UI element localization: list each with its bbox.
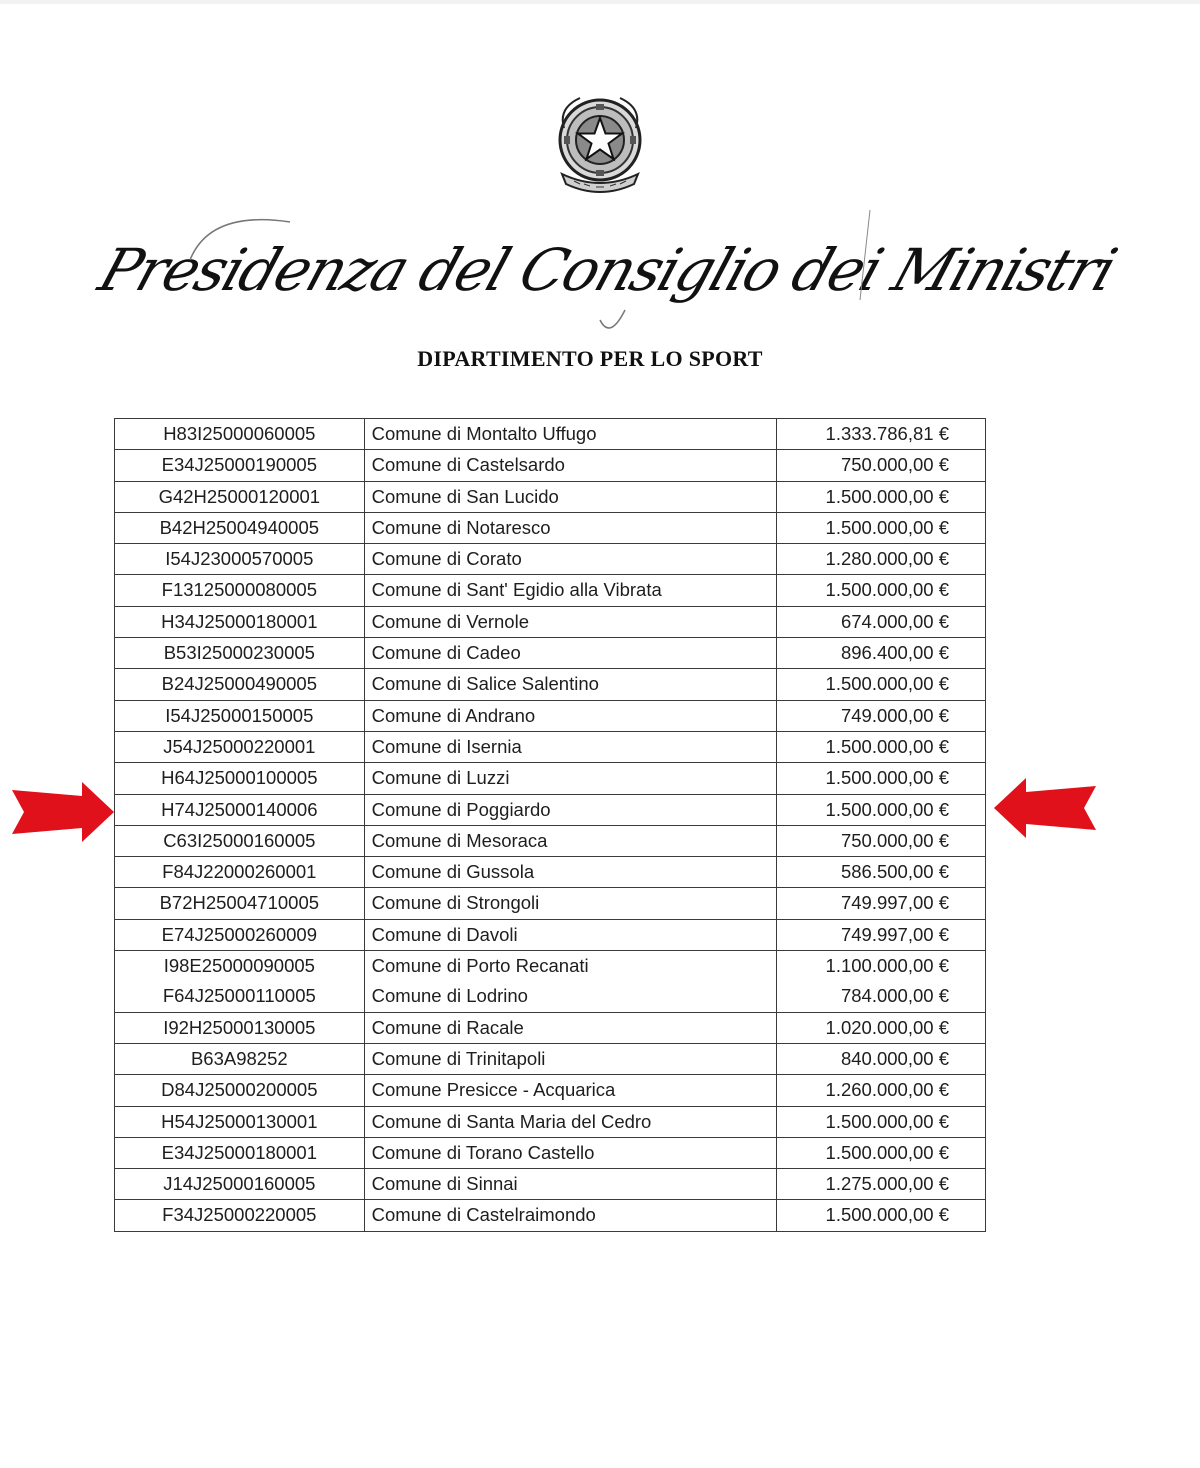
amount-cell: 1.500.000,00 € (777, 1106, 986, 1137)
amount-cell: 749.997,00 € (777, 888, 986, 919)
comune-name-cell: Comune Presicce - Acquarica (364, 1075, 777, 1106)
department-title: DIPARTIMENTO PER LO SPORT (417, 346, 763, 371)
amount-cell: 749.000,00 € (777, 700, 986, 731)
red-arrow-left-icon (990, 778, 1100, 838)
table-row (115, 731, 986, 762)
amount-cell: 750.000,00 € (777, 450, 986, 481)
table-row (115, 669, 986, 700)
table-row (115, 450, 986, 481)
amount-cell: 1.020.000,00 € (777, 1012, 986, 1043)
cup-code-cell: H83I25000060005 (115, 419, 365, 450)
svg-text:Presidenza del Consiglio dei M: Presidenza del Consiglio dei Ministri (90, 237, 1123, 305)
table-row (115, 1169, 986, 1200)
comune-name-cell: Comune di Poggiardo (364, 794, 777, 825)
amount-cell: 1.500.000,00 € (777, 669, 986, 700)
table-row (115, 700, 986, 731)
italian-republic-emblem-icon (550, 88, 650, 196)
funding-table (114, 418, 986, 1232)
table-row (115, 857, 986, 888)
cup-code-cell: H64J25000100005 (115, 763, 365, 794)
cup-code-cell: I54J25000150005 (115, 700, 365, 731)
table-row (115, 888, 986, 919)
amount-cell: 784.000,00 € (777, 981, 986, 1012)
cup-code-cell: B53I25000230005 (115, 638, 365, 669)
table-row (115, 1106, 986, 1137)
amount-cell: 750.000,00 € (777, 825, 986, 856)
amount-cell: 896.400,00 € (777, 638, 986, 669)
cup-code-cell: F34J25000220005 (115, 1200, 365, 1231)
table-row (115, 638, 986, 669)
cup-code-cell: E34J25000190005 (115, 450, 365, 481)
comune-name-cell: Comune di Luzzi (364, 763, 777, 794)
comune-name-cell: Comune di Santa Maria del Cedro (364, 1106, 777, 1137)
comune-name-cell: Comune di Racale (364, 1012, 777, 1043)
comune-name-cell: Comune di Notaresco (364, 512, 777, 543)
table-row (115, 825, 986, 856)
amount-cell: 1.260.000,00 € (777, 1075, 986, 1106)
table-row (115, 951, 986, 982)
comune-name-cell: Comune di Corato (364, 544, 777, 575)
comune-name-cell: Comune di Strongoli (364, 888, 777, 919)
amount-cell: 1.275.000,00 € (777, 1169, 986, 1200)
cup-code-cell: E34J25000180001 (115, 1137, 365, 1168)
table-row (115, 1137, 986, 1168)
table-row (115, 606, 986, 637)
amount-cell: 1.500.000,00 € (777, 1200, 986, 1231)
amount-cell: 749.997,00 € (777, 919, 986, 950)
comune-name-cell: Comune di Montalto Uffugo (364, 419, 777, 450)
comune-name-cell: Comune di Castelraimondo (364, 1200, 777, 1231)
table-row (115, 981, 986, 1012)
cup-code-cell: H34J25000180001 (115, 606, 365, 637)
comune-name-cell: Comune di Mesoraca (364, 825, 777, 856)
amount-cell: 1.333.786,81 € (777, 419, 986, 450)
comune-name-cell: Comune di Andrano (364, 700, 777, 731)
cup-code-cell: G42H25000120001 (115, 481, 365, 512)
table-row (115, 919, 986, 950)
comune-name-cell: Comune di San Lucido (364, 481, 777, 512)
table-row (115, 1043, 986, 1074)
amount-cell: 674.000,00 € (777, 606, 986, 637)
cup-code-cell: H74J25000140006 (115, 794, 365, 825)
comune-name-cell: Comune di Cadeo (364, 638, 777, 669)
cup-code-cell: I98E25000090005 (115, 951, 365, 982)
cup-code-cell: B72H25004710005 (115, 888, 365, 919)
table-row (115, 481, 986, 512)
amount-cell: 840.000,00 € (777, 1043, 986, 1074)
table-row (115, 1200, 986, 1231)
amount-cell: 1.500.000,00 € (777, 481, 986, 512)
comune-name-cell: Comune di Torano Castello (364, 1137, 777, 1168)
table-row (115, 419, 986, 450)
cup-code-cell: J14J25000160005 (115, 1169, 365, 1200)
amount-cell: 1.500.000,00 € (777, 512, 986, 543)
amount-cell: 1.500.000,00 € (777, 575, 986, 606)
comune-name-cell: Comune di Salice Salentino (364, 669, 777, 700)
table-row (115, 794, 986, 825)
table-row (115, 1075, 986, 1106)
table-row (115, 1012, 986, 1043)
cup-code-cell: F64J25000110005 (115, 981, 365, 1012)
comune-name-cell: Comune di Isernia (364, 731, 777, 762)
table-row (115, 512, 986, 543)
comune-name-cell: Comune di Sinnai (364, 1169, 777, 1200)
cup-code-cell: E74J25000260009 (115, 919, 365, 950)
page-top-edge (0, 0, 1200, 4)
comune-name-cell: Comune di Castelsardo (364, 450, 777, 481)
table-row (115, 544, 986, 575)
comune-name-cell: Comune di Davoli (364, 919, 777, 950)
cup-code-cell: I92H25000130005 (115, 1012, 365, 1043)
amount-cell: 1.500.000,00 € (777, 794, 986, 825)
cup-code-cell: I54J23000570005 (115, 544, 365, 575)
red-arrow-right-icon (8, 782, 118, 842)
table-row (115, 575, 986, 606)
cup-code-cell: F13125000080005 (115, 575, 365, 606)
institution-script-logo (90, 200, 1123, 340)
cup-code-cell: H54J25000130001 (115, 1106, 365, 1137)
comune-name-cell: Comune di Porto Recanati (364, 951, 777, 982)
cup-code-cell: D84J25000200005 (115, 1075, 365, 1106)
cup-code-cell: F84J22000260001 (115, 857, 365, 888)
comune-name-cell: Comune di Sant' Egidio alla Vibrata (364, 575, 777, 606)
comune-name-cell: Comune di Lodrino (364, 981, 777, 1012)
amount-cell: 586.500,00 € (777, 857, 986, 888)
table-row (115, 763, 986, 794)
cup-code-cell: B42H25004940005 (115, 512, 365, 543)
cup-code-cell: J54J25000220001 (115, 731, 365, 762)
amount-cell: 1.500.000,00 € (777, 731, 986, 762)
amount-cell: 1.500.000,00 € (777, 1137, 986, 1168)
comune-name-cell: Comune di Gussola (364, 857, 777, 888)
amount-cell: 1.500.000,00 € (777, 763, 986, 794)
comune-name-cell: Comune di Trinitapoli (364, 1043, 777, 1074)
cup-code-cell: C63I25000160005 (115, 825, 365, 856)
amount-cell: 1.280.000,00 € (777, 544, 986, 575)
cup-code-cell: B63A98252 (115, 1043, 365, 1074)
cup-code-cell: B24J25000490005 (115, 669, 365, 700)
comune-name-cell: Comune di Vernole (364, 606, 777, 637)
amount-cell: 1.100.000,00 € (777, 951, 986, 982)
